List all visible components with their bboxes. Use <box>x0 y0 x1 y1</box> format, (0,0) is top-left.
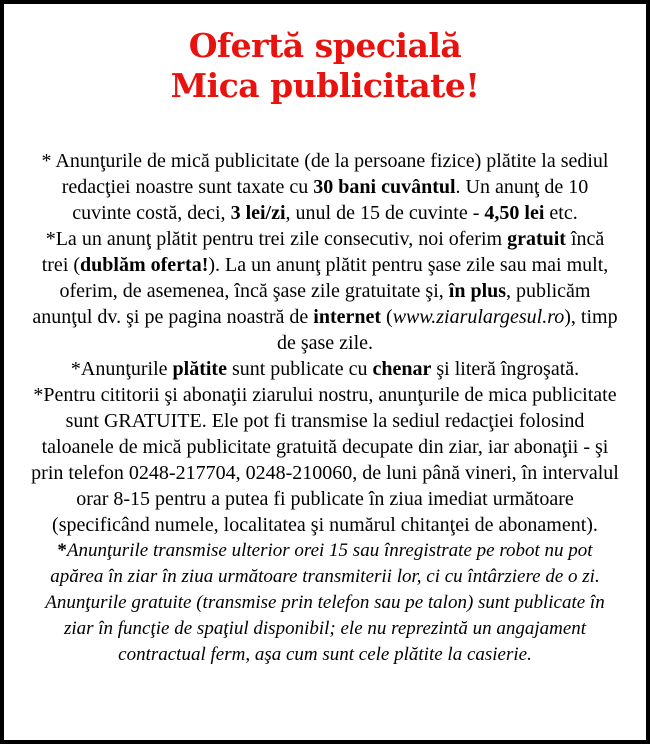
text-run: încă trei ( <box>41 228 605 276</box>
ad-title-line2: Mica publicitate! <box>170 66 480 105</box>
paragraph-subscribers <box>30 382 620 538</box>
text-run: plătite <box>172 358 227 380</box>
text-run: *La un anunţ plătit pentru trei zile consecutiv, noi oferim <box>45 228 508 250</box>
text-run: 3 lei/zi <box>230 202 286 224</box>
text-run: www.ziarulargesul.ro <box>392 306 565 328</box>
paragraph-pricing <box>30 148 620 226</box>
paragraph-free-offer <box>30 226 620 356</box>
text-run: 4,50 lei <box>484 202 545 224</box>
text-run: *Anunţurile <box>70 358 173 380</box>
text-run: etc. <box>544 202 578 224</box>
text-run: Anunţurile transmise ulterior orei 15 sau înregistrate pe robot nu pot apărea în ziar în ziua următoare transmiterii lor, ci cu întârziere de o zi. Anunţurile gratuite (transmise prin telefon sau pe talon) sunt publicate în ziar în funcţie de spaţiul disponibil; ele nu reprezintă un angajament contractual ferm, aşa cum sunt cele plătite la casierie. <box>45 540 605 665</box>
text-run: * Anunţurile de mică publicitate (de la persoane fizice) plătite la sediul redacţiei noastre sunt taxate cu <box>41 150 609 198</box>
text-run: în plus <box>448 280 507 302</box>
text-run: . Un anunţ de 10 cuvinte costă, deci, <box>72 176 589 224</box>
text-run: , unul de 15 de cuvinte - <box>285 202 485 224</box>
text-run: ( <box>381 306 393 328</box>
text-run: ), timp de şase zile. <box>276 306 618 354</box>
text-run: , publicăm anunţul dv. şi pe pagina noastră de <box>32 280 591 328</box>
text-run: internet <box>313 306 382 328</box>
text-run: *Pentru cititorii şi abonaţii ziarului nostru, anunţurile de mica publicitate sunt GRATUITE. Ele pot fi transmise la sediul redacţiei folosind taloanele de mică publicitate gratuită decupate din ziar, iar abonaţii - şi prin telefon 0248-217704, 0248-210060, de luni până vineri, în intervalul orar 8-15 pentru a putea fi publicate în ziua imediat următoare (specificând numele, localitatea şi numărul chitanţei de abonament). <box>31 384 619 536</box>
ad-body <box>30 148 620 668</box>
ad-title-line1: Ofertă specială <box>188 26 462 65</box>
text-run: * <box>57 540 67 561</box>
text-run: şi literă îngroşată. <box>431 358 580 380</box>
text-run: ). La un anunţ plătit pentru şase zile sau mai mult, oferim, de asemenea, încă şase zile gratuitate şi, <box>59 254 609 302</box>
text-run: chenar <box>372 358 432 380</box>
paragraph-paid-format <box>30 356 620 382</box>
text-run: dublăm oferta! <box>80 254 209 276</box>
text-run: 30 bani cuvântul <box>313 176 456 198</box>
ad-title <box>30 26 620 106</box>
paragraph-disclaimer <box>30 538 620 668</box>
text-run: sunt publicate cu <box>226 358 373 380</box>
text-run: gratuit <box>507 228 566 250</box>
